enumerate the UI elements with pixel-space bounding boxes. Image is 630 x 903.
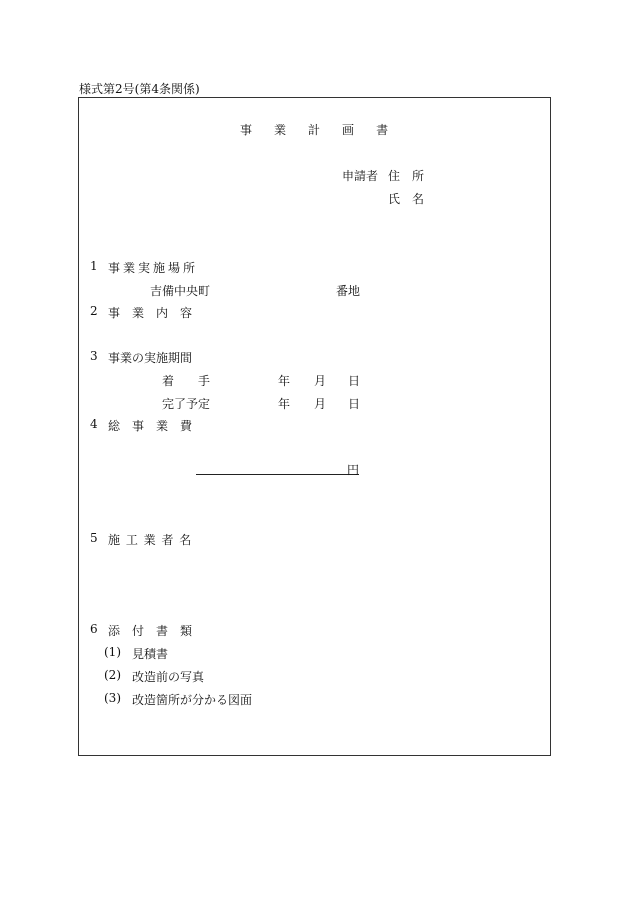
title-char: 書 [376, 123, 389, 137]
item-number: 4 [90, 417, 98, 431]
attachment-number: (2) [104, 668, 121, 682]
content-label: 事 業 内 容 [108, 306, 193, 320]
attachment-number: (1) [104, 645, 121, 659]
attachment-number: (3) [104, 691, 121, 705]
item-number: 6 [90, 622, 98, 636]
banchi-label: 番地 [336, 284, 361, 298]
end-label: 完了予定 [162, 397, 211, 411]
yen-unit: 円 [347, 463, 360, 477]
attachments-label: 添 付 書 類 [108, 624, 193, 638]
item-number: 1 [90, 259, 98, 273]
attachment-text: 見積書 [132, 647, 169, 661]
document-title [240, 121, 388, 138]
end-day-label: 日 [348, 397, 361, 411]
amount-underline [196, 474, 359, 475]
applicant-name-label: 氏 名 [388, 192, 425, 206]
attachment-text: 改造箇所が分かる図面 [132, 693, 253, 707]
applicant-label: 申請者 [342, 169, 379, 183]
end-year-label: 年 [278, 397, 291, 411]
period-label: 事業の実施期間 [108, 351, 193, 365]
start-year-label: 年 [278, 374, 291, 388]
end-month-label: 月 [314, 397, 327, 411]
start-label: 着 手 [162, 374, 211, 388]
title-char: 事 [240, 123, 253, 137]
form-number: 様式第2号(第4条関係) [79, 82, 200, 96]
title-char: 業 [274, 123, 287, 137]
attachment-text: 改造前の写真 [132, 670, 205, 684]
item-number: 5 [90, 531, 98, 545]
title-char: 画 [342, 123, 355, 137]
item-number: 3 [90, 349, 98, 363]
contractor-label: 施 工 業 者 名 [108, 533, 193, 547]
start-day-label: 日 [348, 374, 361, 388]
title-char: 計 [308, 123, 321, 137]
cost-label: 総 事 業 費 [108, 419, 193, 433]
applicant-address-label: 住 所 [388, 169, 425, 183]
location-label: 事業実施場所 [108, 261, 199, 275]
item-number: 2 [90, 304, 98, 318]
town-name: 吉備中央町 [150, 284, 211, 298]
start-month-label: 月 [314, 374, 327, 388]
